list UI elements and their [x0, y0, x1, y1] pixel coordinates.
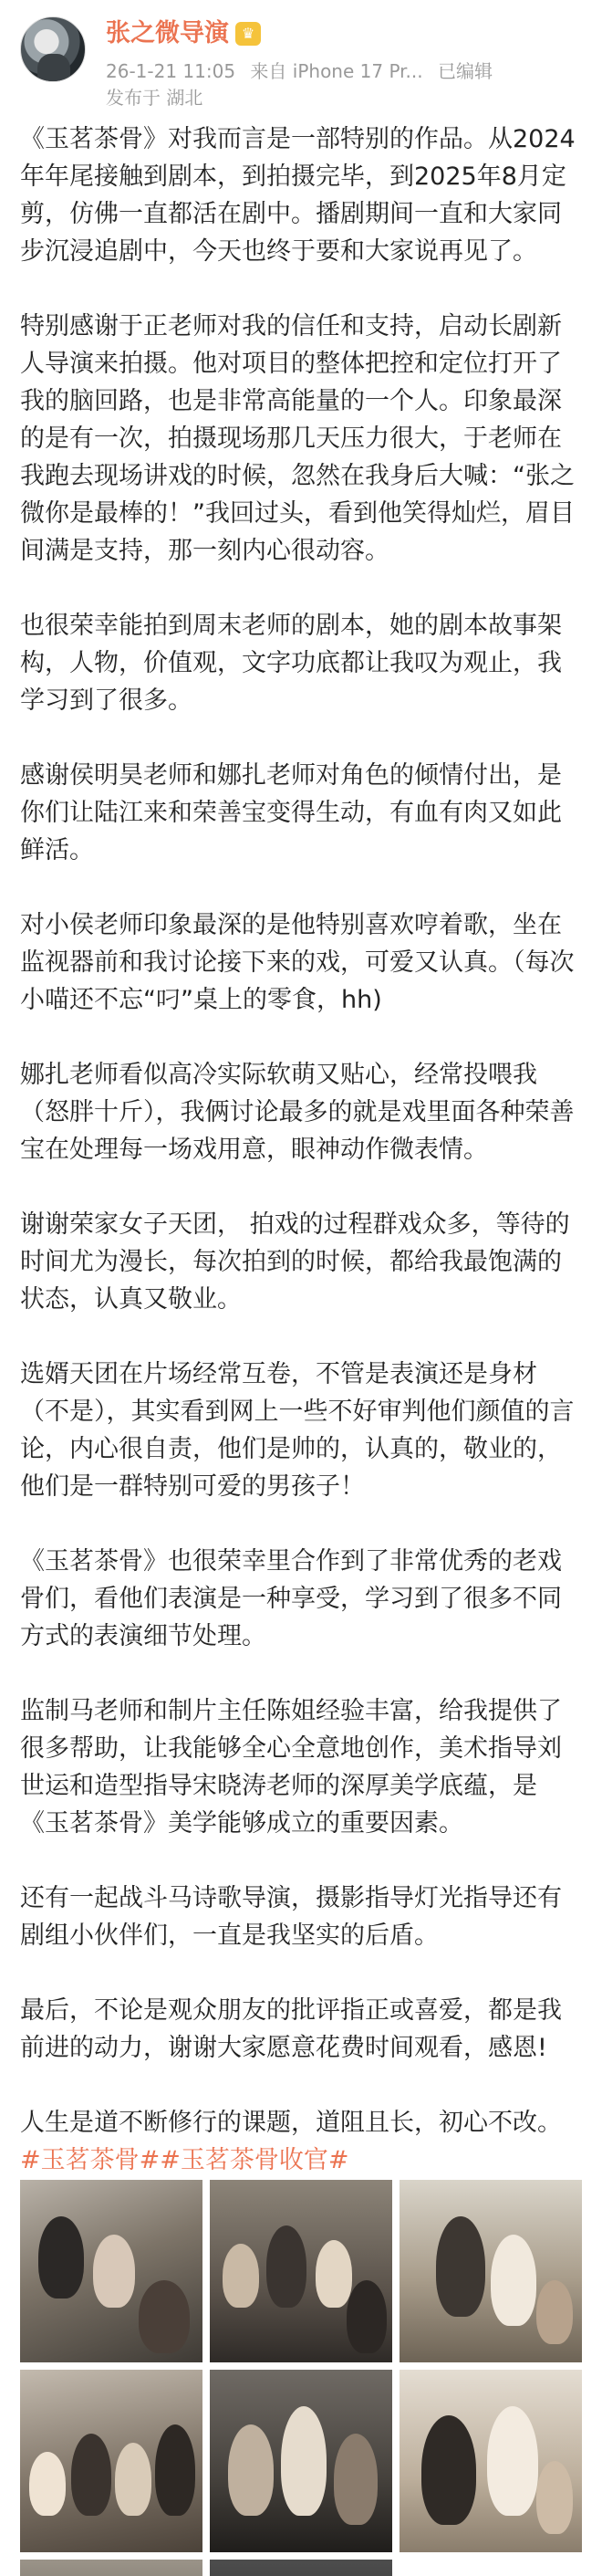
paragraph: 特别感谢于正老师对我的信任和支持，启动长剧新人导演来拍摄。他对项目的整体把控和定位打开了我的脑回路，也是非常高能量的一个人。印象最深的是有一次，拍摄现场那几天压力很大，于老师在我跑去现场讲戏的时候，忽然在我身后大喊：“张之微你是最棒的！”我回过头，看到他笑得灿烂，眉目间满是支持，那一刻内心很动容。: [20, 312, 575, 565]
paragraph: 选婿天团在片场经常互卷，不管是表演还是身材（不是），其实看到网上一些不好审判他们颜值的言论，内心很自责，他们是帅的，认真的，敬业的，他们是一群特别可爱的男孩子！: [20, 1360, 575, 1501]
paragraph: 谢谢荣家女子天团， 拍戏的过程群戏众多，等待的时间尤为漫长，每次拍到的时候，都给我最饱满的状态，认真又敬业。: [20, 1210, 570, 1314]
vip-badge-icon: ♛: [235, 22, 261, 46]
paragraph: 《玉茗茶骨》对我而言是一部特别的作品。从2024年年尾接触到剧本，到拍摄完毕，到2025年8月定剪，仿佛一直都活在剧中。播剧期间一直和大家同步沉浸追剧中，今天也终于要和大家说再见了。: [20, 125, 576, 266]
avatar[interactable]: [20, 16, 86, 82]
paragraph: 对小侯老师印象最深的是他特别喜欢哼着歌，坐在监视器前和我讨论接下来的戏，可爱又认真。（每次小喵还不忘“叼”桌上的零食，hh): [20, 911, 575, 1014]
gallery-photo[interactable]: [210, 2370, 392, 2552]
topic-link[interactable]: #玉茗茶骨#: [20, 2146, 161, 2174]
gallery-photo[interactable]: [210, 2180, 392, 2362]
topic-link[interactable]: #玉茗茶骨收官#: [160, 2146, 349, 2174]
gallery-photo[interactable]: [210, 2560, 392, 2576]
paragraph: 还有一起战斗马诗歌导演，摄影指导灯光指导还有剧组小伙伴们，一直是我坚实的后盾。: [20, 1884, 562, 1950]
topic-tags: [20, 2141, 582, 2179]
post-header: [0, 0, 602, 108]
username[interactable]: 张之微导演: [106, 19, 229, 47]
post-location: 发布于 湖北: [106, 87, 203, 109]
gallery-photo[interactable]: [400, 2370, 582, 2552]
paragraph: 也很荣幸能拍到周末老师的剧本，她的剧本故事架构，人物，价值观，文字功底都让我叹为观止，我学习到了很多。: [20, 612, 562, 715]
post-body: [20, 120, 582, 2179]
gallery-photo[interactable]: [20, 2370, 202, 2552]
gallery-photo[interactable]: [20, 2560, 202, 2576]
gallery-photo[interactable]: [20, 2180, 202, 2362]
paragraph: 娜扎老师看似高冷实际软萌又贴心，经常投喂我（怒胖十斤），我俩讨论最多的就是戏里面各种荣善宝在处理每一场戏用意，眼神动作微表情。: [20, 1061, 575, 1164]
paragraph: 监制马老师和制片主任陈姐经验丰富，给我提供了很多帮助，让我能够全心全意地创作，美术指导刘世运和造型指导宋晓涛老师的深厚美学底蕴，是《玉茗茶骨》美学能够成立的重要因素。: [20, 1697, 562, 1838]
paragraph: 感谢侯明昊老师和娜扎老师对角色的倾情付出，是你们让陆江来和荣善宝变得生动，有血有肉又如此鲜活。: [20, 761, 562, 864]
paragraph: 最后，不论是观众朋友的批评指正或喜爱，都是我前进的动力，谢谢大家愿意花费时间观看，感恩!: [20, 1996, 562, 2062]
edited-label[interactable]: 已编辑: [437, 60, 493, 82]
gallery-photo[interactable]: [400, 2180, 582, 2362]
closing-line: 人生是道不断修行的课题，道阻且长，初心不改。: [20, 2109, 562, 2137]
timestamp: 26-1-21 11:05: [106, 60, 236, 82]
post-meta: [106, 60, 502, 82]
paragraph: 《玉茗茶骨》也很荣幸里合作到了非常优秀的老戏骨们，看他们表演是一种享受，学习到了很多不同方式的表演细节处理。: [20, 1547, 562, 1650]
post-source: 来自 iPhone 17 Pr...: [250, 60, 423, 82]
